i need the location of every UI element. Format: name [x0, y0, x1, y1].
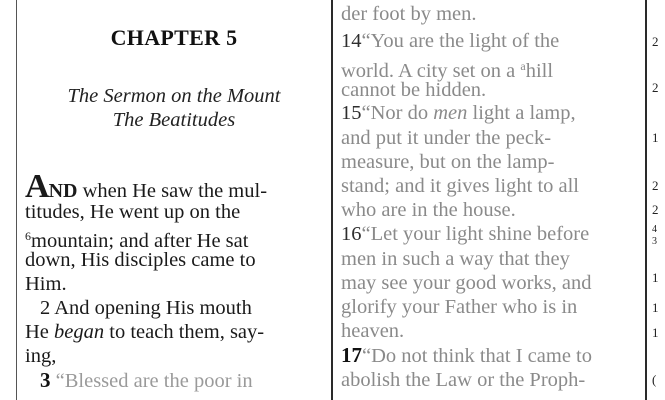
verse-2-line-3: ing, — [25, 345, 57, 367]
verse-16-line-3: may see your good works, and — [341, 272, 592, 294]
margin-number: 2 — [652, 80, 659, 95]
verse-1-line-2: titudes, He went up on the — [25, 201, 241, 223]
right-column-rule — [645, 0, 647, 400]
footnote-marker-a: a — [520, 59, 526, 73]
subheading-sermon: The Sermon on the Mount — [67, 85, 281, 107]
verse-17-line-1-text: “Do not think that I came to — [362, 345, 592, 367]
verse-14-line-1-text: “You are the light of the — [361, 30, 560, 52]
verse-14-line-2-a: world. A city set on a — [341, 60, 521, 82]
verse-13-end: der foot by men. — [341, 3, 477, 25]
verse-17-line-2: abolish the Law or the Proph- — [341, 369, 586, 391]
verse-2-line-2-c: to teach them, say- — [104, 321, 265, 343]
margin-number: 1 — [652, 130, 659, 145]
verse-16-line-5: heaven. — [341, 320, 405, 342]
verse-number-2: 2 — [40, 297, 51, 319]
margin-number: ( — [652, 372, 657, 387]
margin-number: 2 — [652, 202, 659, 217]
drop-cap: A — [25, 168, 49, 205]
margin-number: 2 — [652, 34, 659, 49]
margin-number: 1 — [652, 325, 659, 340]
verse-3-text: “Blessed are the poor in — [55, 370, 253, 392]
verse-2-line-1 — [40, 296, 252, 321]
verse-1-line-4: down, His disciples came to — [25, 249, 256, 271]
verse-14-line-1 — [341, 29, 559, 54]
verse-17-line-1 — [341, 343, 592, 369]
chapter-title: CHAPTER 5 — [110, 25, 238, 50]
margin-number: 1 — [652, 270, 659, 285]
verse-number-15: 15 — [341, 102, 362, 124]
verse-2-line-1-text: And opening His mouth — [50, 297, 252, 319]
verse-1-line-1-text: when He saw the mul- — [77, 180, 268, 202]
verse-14-line-3: cannot be hidden. — [341, 79, 487, 101]
margin-number: 4 — [652, 224, 657, 235]
verse-16-line-2: men in such a way that they — [341, 248, 570, 270]
verse-16-line-1 — [341, 222, 589, 247]
subheading-beatitudes: The Beatitudes — [112, 109, 236, 131]
verse-1-line-3-text: mountain; and after He sat — [31, 230, 249, 252]
margin-number: 2 — [652, 178, 659, 193]
verse-number-17: 17 — [341, 343, 362, 367]
margin-number: 1 — [652, 300, 659, 315]
verse-2-line-2 — [25, 320, 264, 345]
verse-2-italic-word: began — [54, 321, 105, 343]
verse-15-line-1 — [341, 101, 576, 126]
verse-15-line-5: who are in the house. — [341, 199, 516, 221]
verse-14-line-2-b: hill — [525, 60, 554, 82]
verse-16-line-1-text: “Let your light shine before — [361, 223, 590, 245]
verse-number-3: 3 — [40, 368, 51, 392]
verse-15-line-1-c: light a lamp, — [467, 102, 576, 124]
verse-16-line-4: glorify your Father who is in — [341, 296, 578, 318]
verse-number-16: 16 — [341, 223, 362, 245]
verse-number-14: 14 — [341, 30, 362, 52]
small-caps-lead: ND — [48, 180, 78, 202]
verse-3-line-1 — [40, 368, 253, 394]
center-column-rule — [331, 0, 333, 400]
verse-15-line-3: measure, but on the lamp- — [341, 151, 555, 173]
margin-number: 3 — [652, 236, 657, 247]
verse-15-italic-word: men — [433, 102, 468, 124]
verse-2-line-2-a: He — [25, 321, 55, 343]
verse-15-line-2: and put it under the peck- — [341, 127, 552, 149]
verse-15-line-4: stand; and it gives light to all — [341, 175, 580, 197]
left-column-rule — [16, 0, 17, 400]
verse-1-line-5: Him. — [25, 273, 67, 295]
footnote-marker: 6 — [25, 229, 31, 243]
verse-15-line-1-a: “Nor do — [361, 102, 434, 124]
